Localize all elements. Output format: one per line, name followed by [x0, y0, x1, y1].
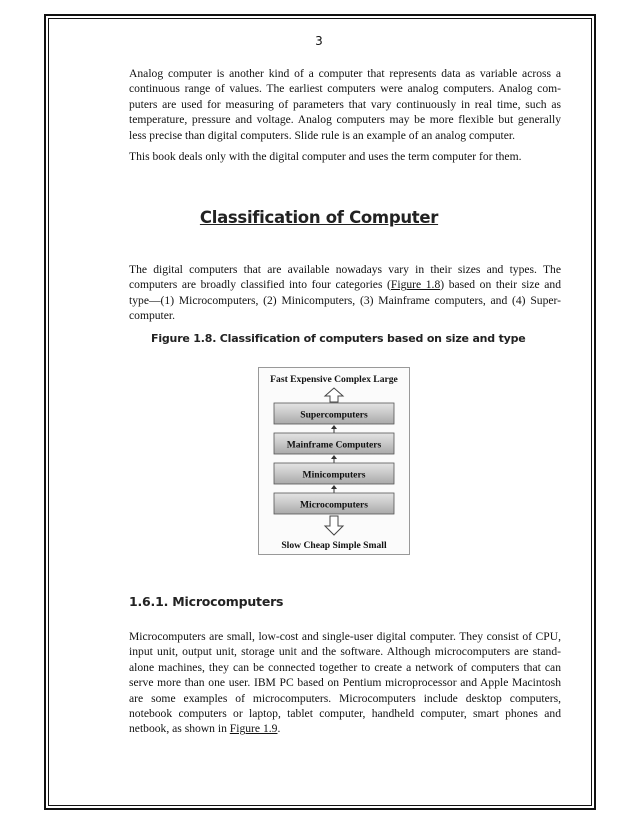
box-label-microcomputers: Microcomputers	[299, 499, 369, 511]
classification-paragraph	[129, 262, 561, 324]
subsection-heading: 1.6.1. Microcomputers	[129, 594, 284, 609]
small-arrow-icon	[331, 485, 337, 493]
microcomputers-paragraph	[129, 629, 561, 737]
figure-caption: Figure 1.8. Classification of computers based on size and type	[151, 332, 526, 345]
box-label-mainframe: Mainframe Computers	[286, 439, 382, 451]
figure-1-8-link[interactable]: Figure 1.8	[390, 278, 441, 292]
classification-diagram	[258, 367, 410, 555]
section-heading: Classification of Computer	[199, 208, 439, 227]
down-arrow-icon	[325, 516, 343, 535]
analog-paragraph: Analog computer is another kind of a computer that represents data as variable across a continuous range of values. The earliest computers were analog computers. Analog com-puters are used for measuring of parameters that vary continuously in real time, such as temperature, pressure and voltage. Analog computers may be more flexible but generally less precise than digital computers. Slide rule is an example of an analog computer.	[129, 67, 561, 142]
figure-1-9-link[interactable]: Figure 1.9	[229, 722, 278, 736]
diagram-bottom-label: Slow Cheap Simple Small	[281, 540, 387, 551]
small-arrow-icon	[331, 425, 337, 433]
box-label-supercomputers: Supercomputers	[300, 409, 368, 421]
classification-text-1: The digital computers that are available nowadays vary in their sizes and types. The computers are broadly classified into four categories (	[129, 263, 561, 292]
box-label-minicomputers: Minicomputers	[302, 469, 366, 481]
diagram-svg	[259, 368, 409, 554]
microcomputers-text-1: Microcomputers are small, low-cost and single-user digital computer. They consist of CPU, input unit, output unit, storage unit and the software. Although microcomputers are stand-alone machines, they can be connected together to create a network of computers that can serve more than one user. IBM PC based on Pentium microprocessor and Apple Macintosh are some examples of microcomputers. Microcomputers include desktop computers, notebook computers or laptop, tablet computer, handheld computer, smart phones and netbook, as shown in	[129, 630, 561, 736]
page-number: 3	[315, 34, 323, 48]
microcomputers-text-2: .	[277, 722, 281, 736]
digital-note-paragraph: This book deals only with the digital computer and uses the term computer for them.	[129, 150, 522, 163]
diagram-top-label: Fast Expensive Complex Large	[270, 374, 398, 385]
small-arrow-icon	[331, 455, 337, 463]
classification-text-2: ) based on their size and type—(1) Microcomputers, (2) Minicomputers, (3) Mainframe computers, and (4) Super-computer.	[129, 278, 561, 323]
up-arrow-icon	[325, 388, 343, 402]
